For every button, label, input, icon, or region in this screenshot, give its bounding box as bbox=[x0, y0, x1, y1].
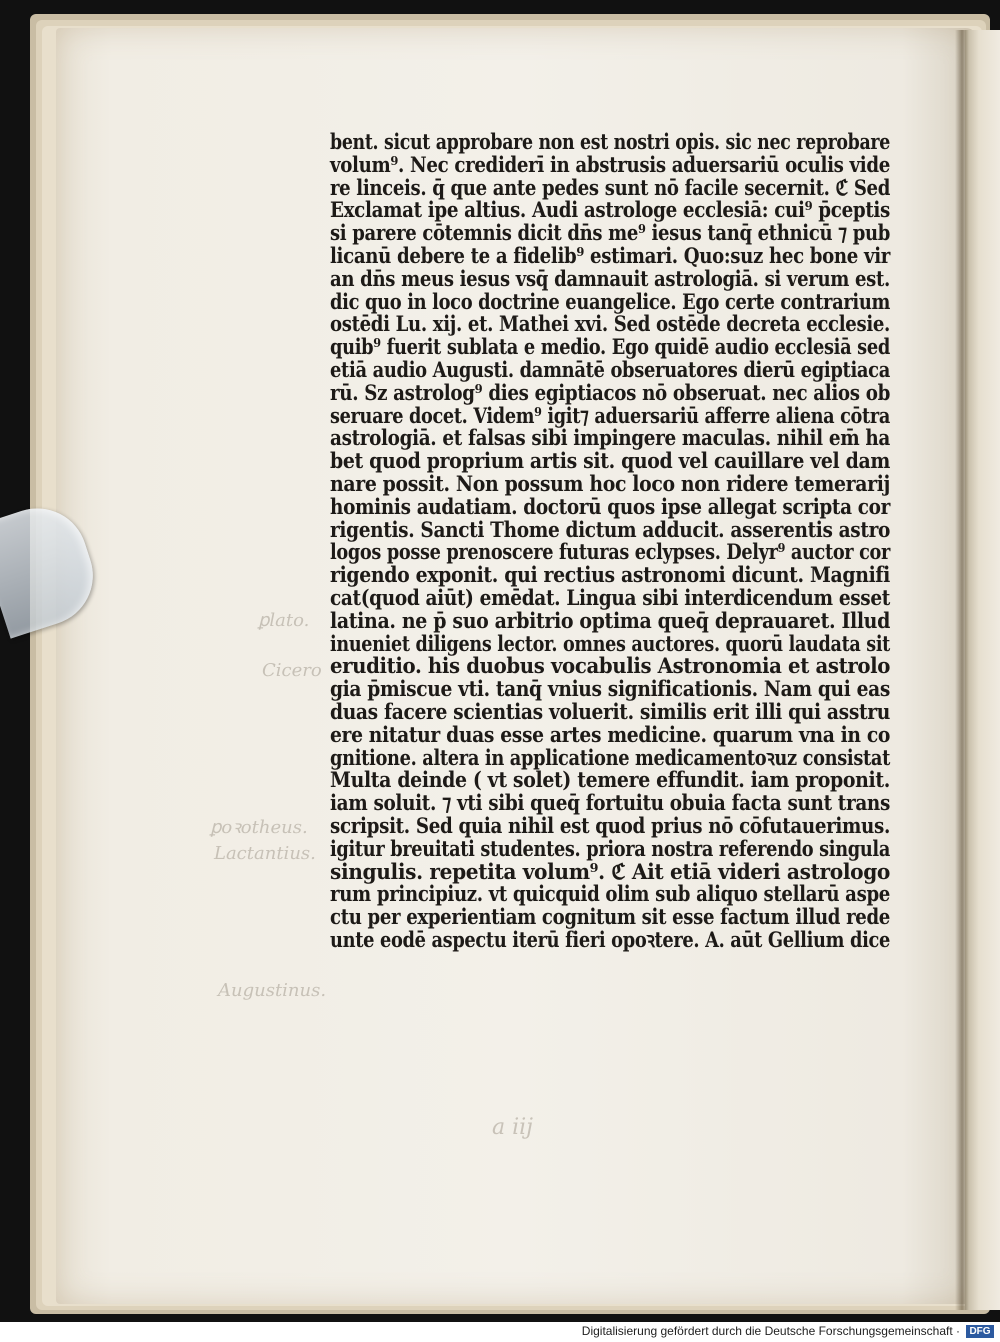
book-gutter bbox=[955, 30, 969, 1310]
show-through-mark: a iij bbox=[492, 1115, 534, 1140]
text-line: rigendo exponit. qui rectius astronomi dicunt. Magnifi bbox=[330, 563, 890, 589]
text-line: igitur breuitati studentes. priora nostra referendo singula bbox=[330, 836, 890, 862]
text-line: volum⁹. Nec crediderī in abstrusis aduersariū oculis vide bbox=[330, 152, 890, 178]
text-line: singulis. repetita volum⁹. ℭ Ait etiā videri astrologo bbox=[330, 859, 890, 885]
text-line: bet quod proprium artis sit. quod vel cauillare vel dam bbox=[330, 449, 890, 475]
text-line: rū. Sz astrolog⁹ dies egiptiacos nō obseruat. nec alios ob bbox=[330, 380, 890, 406]
text-line: re linceis. q̄ que ante pedes sunt nō facile secernit. ℭ Sed bbox=[330, 175, 890, 201]
show-through-mark: Lactantius. bbox=[214, 843, 316, 864]
text-line: licanū debere te a fidelib⁹ estimari. Quo:suz hec bone vir bbox=[330, 243, 890, 269]
text-line: Exclamat ipe altius. Audi astrologe ecclesiā: cui⁹ p̄ceptis bbox=[330, 198, 890, 224]
show-through-mark: Augustinus. bbox=[218, 980, 327, 1001]
text-line: unte eodē aspectu iterū fieri opoꝛtere. A. aūt Gellium dice bbox=[330, 927, 890, 953]
text-line: ctu per experientiam cognitum sit esse factum illud rede bbox=[330, 905, 890, 931]
show-through-mark: ꝑoꝛotheus. bbox=[210, 817, 308, 838]
text-line: astrologiā. et falsas sibi impingere maculas. nihil em̄ ha bbox=[330, 426, 890, 452]
text-line: eruditio. his duobus vocabulis Astronomia et astrolo bbox=[330, 654, 890, 680]
text-line: an dn̄s meus iesus vsq̄ damnauit astrologiā. si verum est. bbox=[330, 266, 890, 292]
text-line: rigentis. Sancti Thome dictum adducit. asserentis astro bbox=[330, 517, 890, 543]
text-line: duas facere scientias voluerit. similis erit illi qui asstru bbox=[330, 699, 890, 725]
text-line: gia p̄miscue vti. tanq̄ vnius significationis. Nam qui eas bbox=[330, 677, 890, 703]
text-line: cat(quod aiūt) emēdat. Lingua sibi interdicendum esset bbox=[330, 585, 890, 611]
text-line: rum principiuz. vt quicquid olim sub aliquo stellarū aspe bbox=[330, 882, 890, 908]
body-text bbox=[330, 132, 890, 953]
show-through-mark: Cicero bbox=[262, 660, 322, 681]
text-line: etiā audio Augusti. damnātē obseruatores dierū egiptiaca bbox=[330, 357, 890, 383]
text-line: dic quo in loco doctrine euangelice. Ego certe contrarium bbox=[330, 289, 890, 315]
text-line: iam soluit. ⁊ vti sibi queq̄ fortuitu obuia facta sunt trans bbox=[330, 791, 890, 817]
text-line: scripsit. Sed quia nihil est quod prius nō cōfutauerimus. bbox=[330, 813, 890, 839]
text-line: latina. ne p̄ suo arbitrio optima queq̄ deprauaret. Illud bbox=[330, 608, 890, 634]
text-line: hominis audatiam. doctorū quos ipse allegat scripta cor bbox=[330, 494, 890, 520]
text-line: ostēdi Lu. xij. et. Mathei xvi. Sed ostēde decreta ecclesie. bbox=[330, 312, 890, 338]
text-line: gnitione. altera in applicatione medicamentoꝛuz consistat bbox=[330, 745, 890, 771]
show-through-mark: ꝑlato. bbox=[258, 610, 310, 631]
text-line: nare possit. Non possum hoc loco non ridere temerarij bbox=[330, 471, 890, 497]
text-line: bent. sicut approbare non est nostri opis. sic nec reprobare bbox=[330, 130, 890, 155]
dfg-logo: DFG bbox=[966, 1325, 994, 1338]
text-line: quib⁹ fuerit sublata e medio. Ego quidē audio ecclesiā sed bbox=[330, 335, 890, 361]
text-line: ere nitatur duas esse artes medicine. quarum vna in co bbox=[330, 722, 890, 748]
funding-note: Digitalisierung gefördert durch die Deutsche Forschungsgemeinschaft · bbox=[581, 1324, 960, 1338]
text-line: seruare docet. Videm⁹ igit⁊ aduersariū afferre aliena cōtra bbox=[330, 403, 890, 429]
text-line: logos posse prenoscere futuras eclypses. Delyr⁹ auctor cor bbox=[330, 540, 890, 566]
text-line: Multa deinde ( vt solet) temere effundit. iam proponit. bbox=[330, 768, 890, 794]
text-line: si parere cōtemnis dicit dn̄s me⁹ iesus tanq̄ ethnicū ⁊ pub bbox=[330, 221, 890, 247]
footer-bar bbox=[0, 1322, 1000, 1342]
text-line: inueniet diligens lector. omnes auctores. quorū laudata sit bbox=[330, 631, 890, 657]
facing-page-edge bbox=[965, 30, 1000, 1310]
